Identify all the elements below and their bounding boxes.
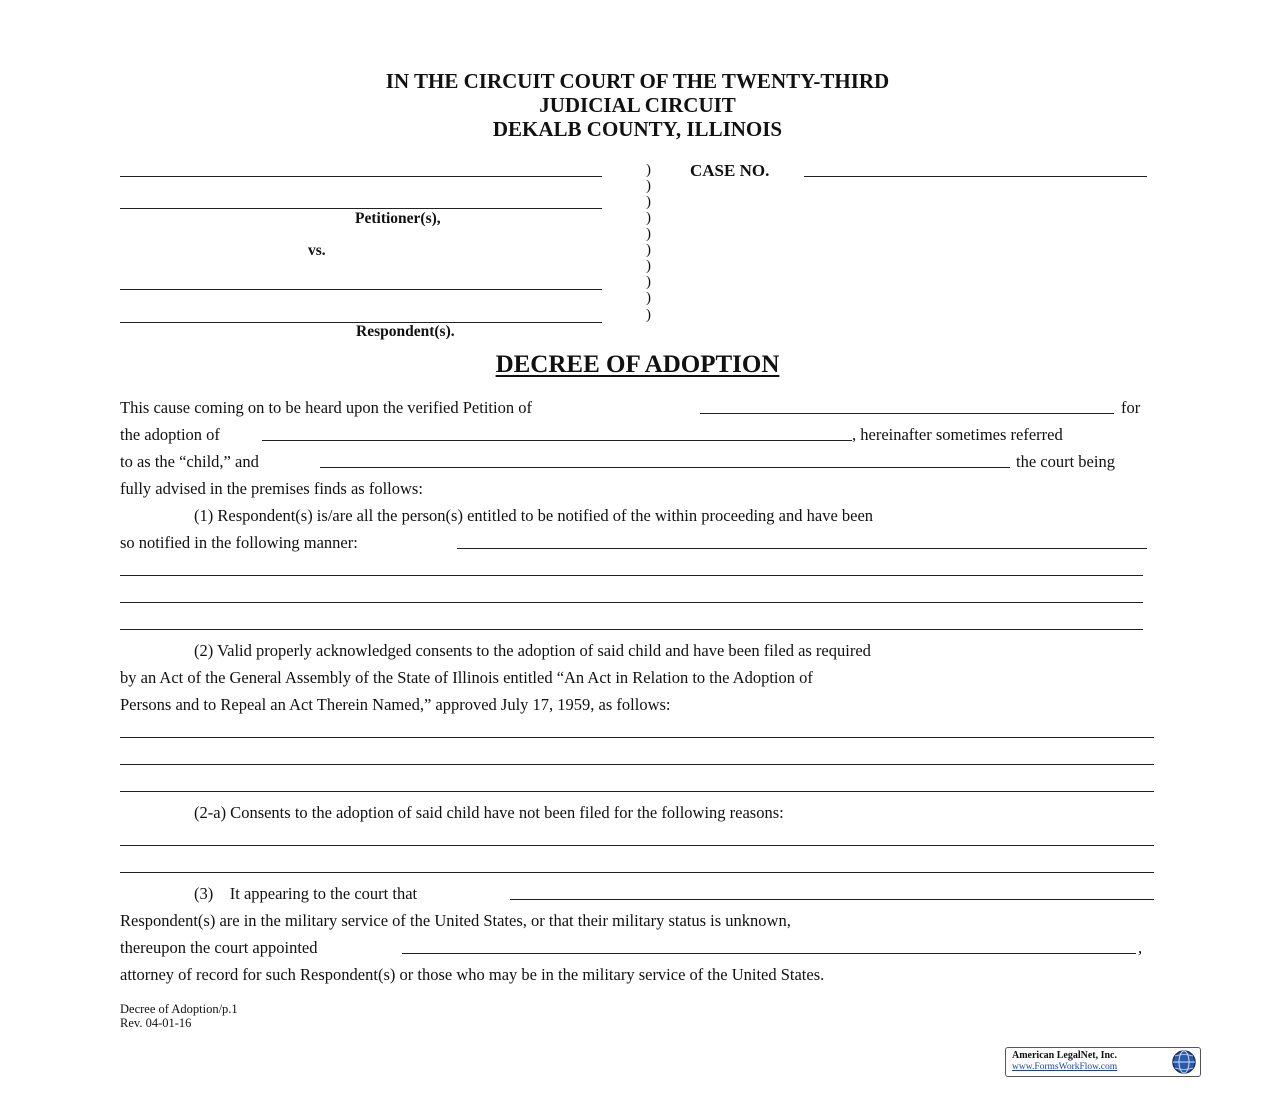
consents-field[interactable] bbox=[120, 791, 1154, 792]
reasons-field[interactable] bbox=[120, 872, 1154, 873]
court-name-line1: IN THE CIRCUIT COURT OF THE TWENTY-THIRD bbox=[385, 69, 890, 93]
petitioner-label: Petitioner(s), bbox=[355, 210, 441, 227]
finding-1-line1: (1) Respondent(s) is/are all the person(s) entitled to be notified of the within proceeding and have been bbox=[194, 506, 874, 525]
legalnet-logo bbox=[1005, 1047, 1201, 1077]
finding-3-line3-end: , bbox=[1138, 938, 1143, 957]
notice-manner-field[interactable] bbox=[120, 629, 1143, 630]
notice-manner-field[interactable] bbox=[457, 548, 1147, 549]
finding-2-line1: (2) Valid properly acknowledged consents to the adoption of said child and have been filed as required bbox=[194, 641, 871, 660]
intro-line3-end: the court being bbox=[1016, 452, 1115, 471]
caption-paren: ) bbox=[646, 258, 651, 274]
court-name-line3: DEKALB COUNTY, ILLINOIS bbox=[492, 117, 783, 141]
footer-page-label: Decree of Adoption/p.1 bbox=[120, 1002, 238, 1016]
intro-line2-text: the adoption of bbox=[120, 425, 220, 444]
finding-3-line2: Respondent(s) are in the military service of the United States, or that their military status is unknown, bbox=[120, 911, 791, 930]
caption-paren: ) bbox=[646, 226, 651, 242]
intro-line1-end: for bbox=[1121, 398, 1141, 417]
reasons-field[interactable] bbox=[120, 845, 1154, 846]
intro-line4-text: fully advised in the premises finds as follows: bbox=[120, 479, 423, 498]
document-title: DECREE OF ADOPTION bbox=[495, 351, 780, 378]
finding-2-line3: Persons and to Repeal an Act Therein Named,” approved July 17, 1959, as follows: bbox=[120, 695, 671, 714]
finding-2-line2: by an Act of the General Assembly of the State of Illinois entitled “An Act in Relation to the Adoption of bbox=[120, 668, 813, 687]
case-no-field[interactable] bbox=[804, 176, 1147, 177]
finding-2a-line1: (2-a) Consents to the adoption of said child have not been filed for the following reasons: bbox=[194, 803, 784, 822]
second-party-field[interactable] bbox=[320, 467, 1010, 468]
finding-3-line4: attorney of record for such Respondent(s) or those who may be in the military service of the United States. bbox=[120, 965, 825, 984]
respondent-blank-1[interactable] bbox=[120, 289, 602, 290]
caption-paren: ) bbox=[646, 162, 651, 178]
finding-1-line2: so notified in the following manner: bbox=[120, 533, 358, 552]
notice-manner-field[interactable] bbox=[120, 575, 1143, 576]
caption-paren: ) bbox=[646, 274, 651, 290]
military-status-field[interactable] bbox=[510, 899, 1154, 900]
consents-field[interactable] bbox=[120, 737, 1154, 738]
caption-paren: ) bbox=[646, 194, 651, 210]
respondent-label: Respondent(s). bbox=[356, 323, 455, 340]
caption-paren: ) bbox=[646, 210, 651, 226]
footer-revision: Rev. 04-01-16 bbox=[120, 1016, 192, 1030]
appointed-attorney-field[interactable] bbox=[402, 953, 1136, 954]
court-name-line2: JUDICIAL CIRCUIT bbox=[539, 93, 736, 117]
finding-3-line3: thereupon the court appointed bbox=[120, 938, 318, 957]
petitioner-name-field[interactable] bbox=[700, 413, 1114, 414]
petitioner-blank-2[interactable] bbox=[120, 208, 602, 209]
notice-manner-field[interactable] bbox=[120, 602, 1143, 603]
petitioner-blank-1[interactable] bbox=[120, 176, 602, 177]
logo-url-link[interactable]: www.FormsWorkFlow.com bbox=[1012, 1062, 1118, 1072]
intro-line2-end: , hereinafter sometimes referred bbox=[852, 425, 1063, 444]
caption-paren: ) bbox=[646, 307, 651, 323]
finding-3-line1: (3) It appearing to the court that bbox=[194, 884, 418, 903]
caption-paren: ) bbox=[646, 290, 651, 306]
caption-paren: ) bbox=[646, 242, 651, 258]
globe-icon bbox=[1170, 1049, 1198, 1075]
intro-line3-text: to as the “child,” and bbox=[120, 452, 259, 471]
vs-label: vs. bbox=[308, 242, 326, 259]
consents-field[interactable] bbox=[120, 764, 1154, 765]
case-no-label: CASE NO. bbox=[690, 161, 770, 180]
intro-line1-text: This cause coming on to be heard upon the verified Petition of bbox=[120, 398, 532, 417]
logo-company: American LegalNet, Inc. bbox=[1012, 1050, 1117, 1061]
caption-paren: ) bbox=[646, 178, 651, 194]
child-name-field[interactable] bbox=[262, 440, 852, 441]
